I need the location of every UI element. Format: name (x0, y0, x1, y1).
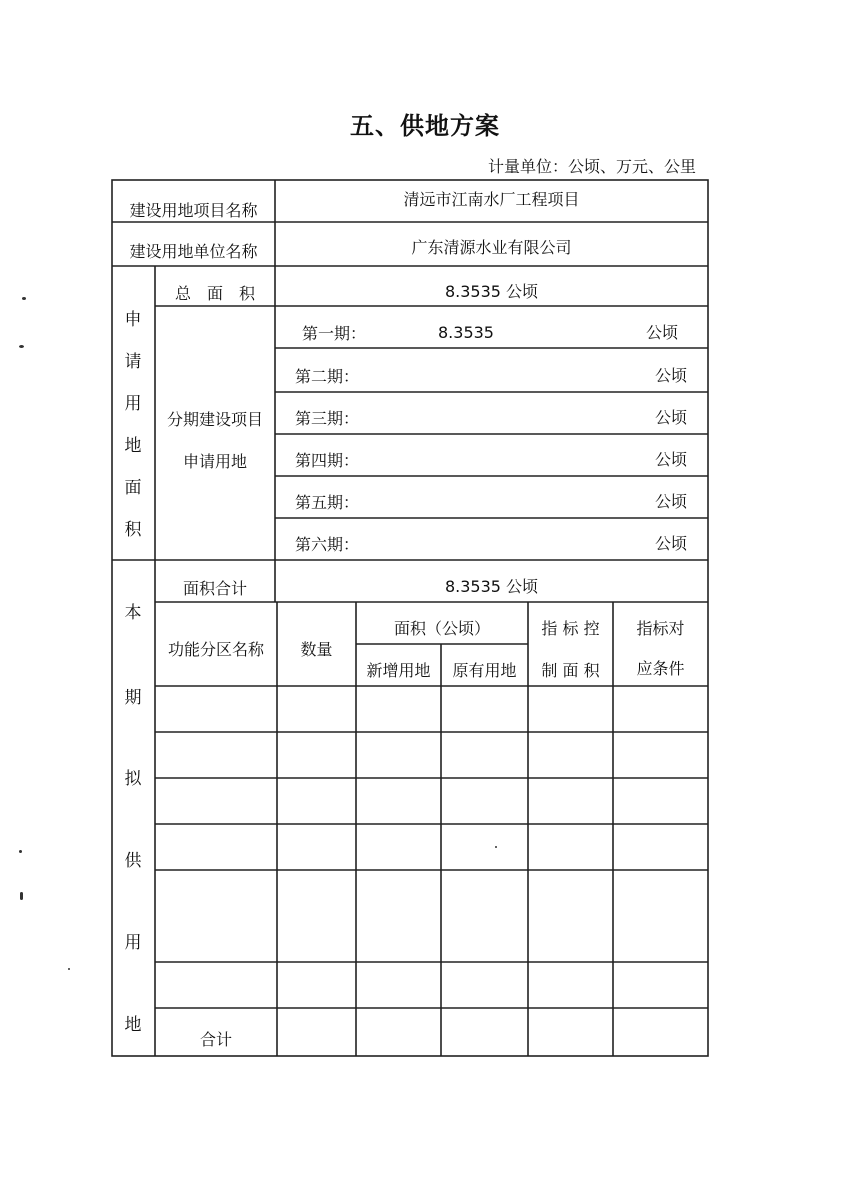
scan-speck (495, 846, 497, 848)
phase-label: 第五期： (295, 493, 360, 512)
phase-label: 第四期： (295, 451, 360, 470)
supply-side-char: 拟 (124, 769, 142, 789)
total-area-value: 8.3535 公顷 (444, 282, 539, 301)
phase-unit: 公顷 (655, 450, 688, 469)
supply-side-char: 用 (124, 933, 142, 953)
apply-side-char: 积 (124, 520, 142, 540)
quantity-header: 数量 (300, 640, 333, 659)
unit-name-label: 建设用地单位名称 (129, 242, 258, 261)
indicator-area-header-1: 指 标 控 (541, 619, 600, 638)
apply-side-char: 面 (124, 478, 142, 498)
project-name-label: 建设用地项目名称 (129, 201, 258, 220)
apply-side-char: 地 (124, 436, 142, 456)
supply-side-char: 期 (124, 688, 142, 708)
area-total-label: 面积合计 (182, 579, 247, 598)
scan-speck (22, 297, 26, 300)
phase-label: 第一期： (302, 324, 367, 343)
area-total-value: 8.3535 公顷 (444, 577, 539, 596)
indicator-area-header-2: 制 面 积 (541, 661, 600, 680)
supply-side-char: 本 (124, 603, 142, 623)
existing-land-header: 原有用地 (452, 661, 517, 680)
supply-side-char: 供 (124, 851, 142, 871)
page-title: 五、供地方案 (350, 112, 500, 140)
scan-speck (19, 850, 22, 853)
phase-value: 8.3535 (438, 323, 494, 342)
indicator-cond-header-2: 应条件 (636, 659, 685, 678)
apply-side-char: 请 (124, 352, 142, 372)
new-land-header: 新增用地 (366, 661, 431, 680)
area-group-header: 面积（公顷） (393, 619, 490, 638)
unit-name-value: 广东清源水业有限公司 (411, 238, 572, 257)
indicator-cond-header-1: 指标对 (636, 619, 685, 638)
phase-label: 第六期： (295, 535, 360, 554)
phase-unit: 公顷 (646, 323, 679, 342)
apply-side-char: 用 (124, 394, 142, 414)
phase-unit: 公顷 (655, 534, 688, 553)
phase-label: 第二期： (295, 367, 360, 386)
scan-speck (68, 968, 70, 970)
zone-name-header: 功能分区名称 (167, 640, 264, 659)
sum-row-label: 合计 (199, 1030, 232, 1049)
phase-unit: 公顷 (655, 408, 688, 427)
phase-unit: 公顷 (655, 366, 688, 385)
phased-label-1: 分期建设项目 (166, 410, 263, 429)
apply-side-char: 申 (124, 310, 142, 330)
scan-speck (20, 892, 23, 900)
total-area-label: 总 面 积 (174, 284, 255, 303)
scan-speck (19, 345, 24, 348)
project-name-value: 清远市江南水厂工程项目 (403, 190, 580, 209)
phase-unit: 公顷 (655, 492, 688, 511)
phase-label: 第三期： (295, 409, 360, 428)
unit-note: 计量单位：公顷、万元、公里 (487, 157, 696, 176)
supply-side-char: 地 (124, 1015, 142, 1035)
phased-label-2: 申请用地 (182, 452, 247, 471)
